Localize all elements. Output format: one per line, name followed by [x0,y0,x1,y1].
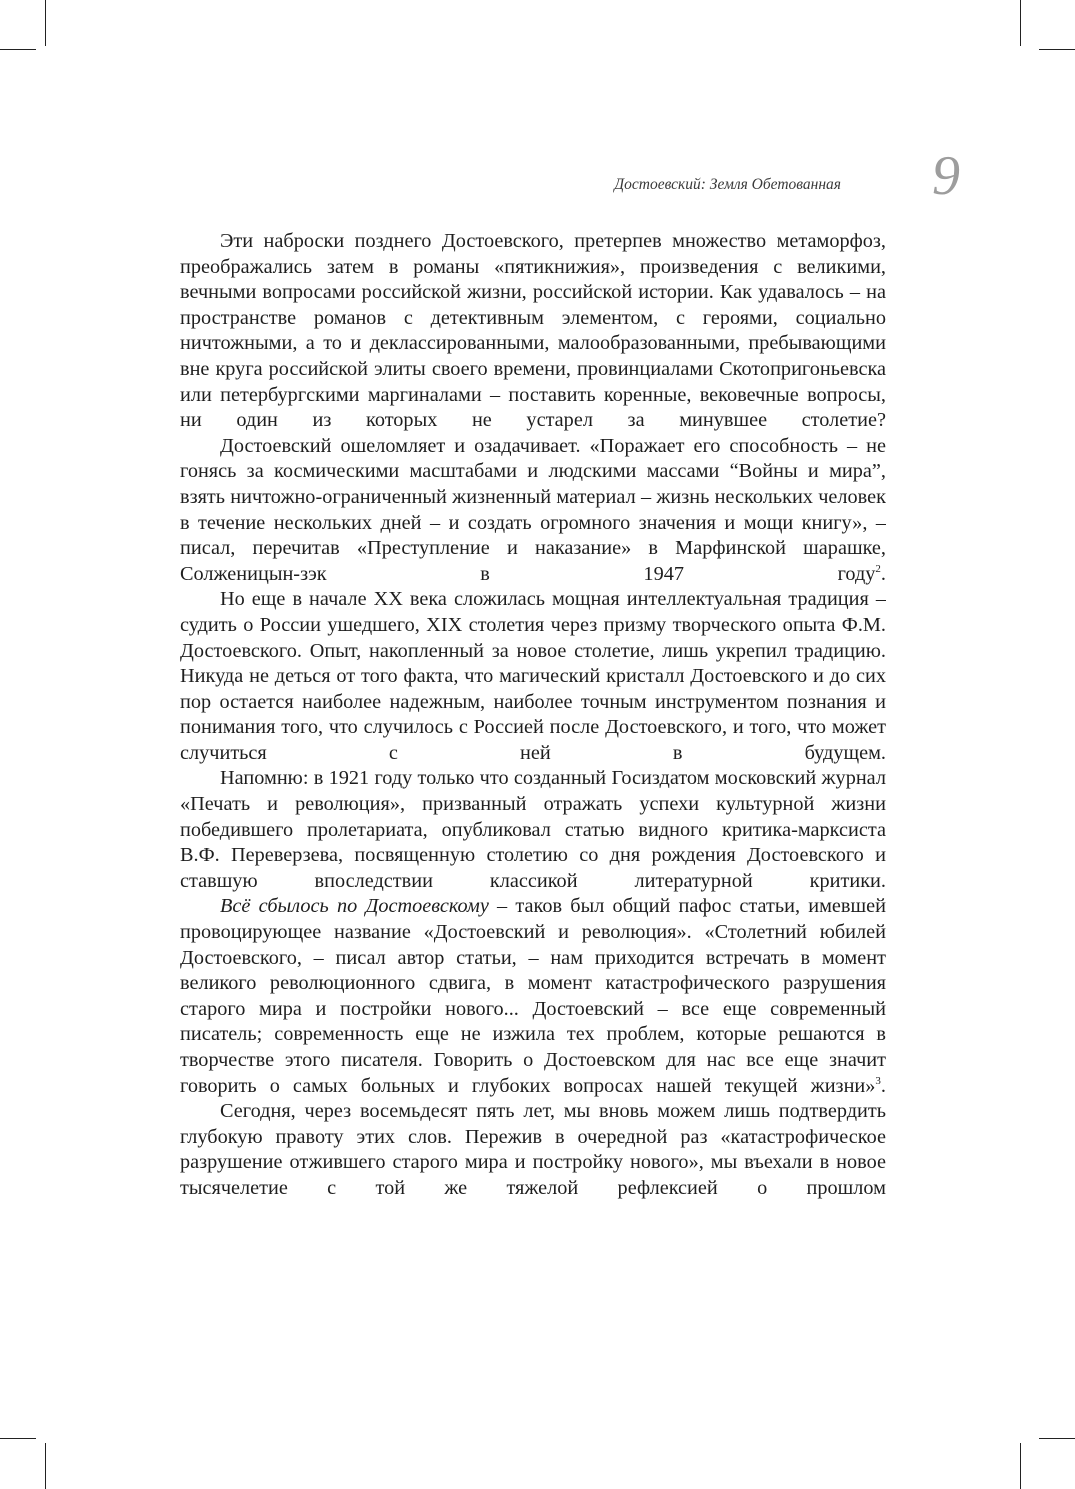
paragraph-1 [180,229,886,434]
page-number: 9 [932,145,960,207]
footnote-ref: 3 [875,1074,881,1087]
paragraph-text: Но еще в начале XX века сложилась мощная интеллектуальная традиция – судить о России ушедшего, XIX столетия через призму творческого опыта Ф.М. Достоевского. Опыт, накопленный за новое столетие, лишь укрепил традицию. Никуда не деться от того факта, что магический кристалл Достоевского и до сих пор остается наиболее надежным, наиболее точным инструментом познания и понимания того, что случилось с Россией после Достоевского, и того, что может случиться с ней в будущем. [180,588,886,764]
paragraph-4 [180,766,886,894]
crop-mark [45,1443,46,1489]
paragraph-end: . [880,1074,886,1097]
footnote-ref: 2 [875,562,881,575]
crop-mark [0,1438,36,1439]
paragraph-6 [180,1099,886,1201]
italic-phrase: Всё сбылось по Достоевскому [220,895,489,918]
running-head: Достоевский: Земля Обетованная [614,176,841,193]
paragraph-2 [180,434,886,588]
crop-mark [1020,0,1021,46]
crop-mark [0,49,36,50]
crop-mark [1039,49,1075,50]
paragraph-end: . [880,562,886,585]
paragraph-text: Достоевский ошеломляет и озадачивает. «Поражает его способность – не гонясь за космическими масштабами и людскими массами “Войны и мира”, взять ничтожно-ограниченный жизненный материал – жизнь нескольких человек в течение нескольких дней – и создать огромного значения и мощи книгу», – писал, перечитав «Преступление и наказание» в Марфинской шарашке, Солженицын-зэк в 1947 году [180,434,886,585]
paragraph-text: Сегодня, через восемьдесят пять лет, мы вновь можем лишь подтвердить глубокую правоту этих слов. Пережив в очередной раз «катастрофическое разрушение отжившего старого мира и постройку нового», мы въехали в новое тысячелетие с той же тяжелой рефлексией о прошлом [180,1100,886,1199]
crop-mark [1020,1443,1021,1489]
paragraph-3 [180,587,886,766]
paragraph-text: Напомню: в 1921 году только что созданный Госиздатом московский журнал «Печать и революция», призванный отражать успехи культурной жизни победившего пролетариата, опубликовал статью видного критика-марксиста В.Ф. Переверзева, посвященную столетию со дня рождения Достоевского и ставшую впоследствии классикой литературной критики. [180,767,886,892]
crop-mark [45,0,46,46]
crop-mark [1039,1438,1075,1439]
paragraph-text: – таков был общий пафос статьи, имевшей провоцирующее название «Достоевский и революция». «Столетний юбилей Достоевского, – писал автор статьи, – нам приходится встречать в момент великого революционного сдвига, в момент катастрофического разрушения старого мира и постройки нового... Достоевский – все еще современный писатель; современность еще не изжила тех проблем, которые решаются в творчестве этого писателя. Говорить о Достоевском для нас все еще значит говорить о самых больных и глубоких вопросах нашей текущей жизни» [180,895,886,1097]
paragraph-text: Эти наброски позднего Достоевского, претерпев множество метаморфоз, преображались затем в романы «пятикнижия», произведения с великими, вечными вопросами российской жизни, российской истории. Как удавалось – на пространстве романов с детективным элементом, с героями, социально ничтожными, а то и деклассированными, малообразованными, пребывающими вне круга российской элиты своего времени, провинциалами Скотопригоньевска или петербургскими маргиналами – поставить коренные, вековечные вопросы, ни один из которых не устарел за минувшее столетие? [180,230,886,432]
body-text [180,229,886,1299]
paragraph-5 [180,894,886,1099]
